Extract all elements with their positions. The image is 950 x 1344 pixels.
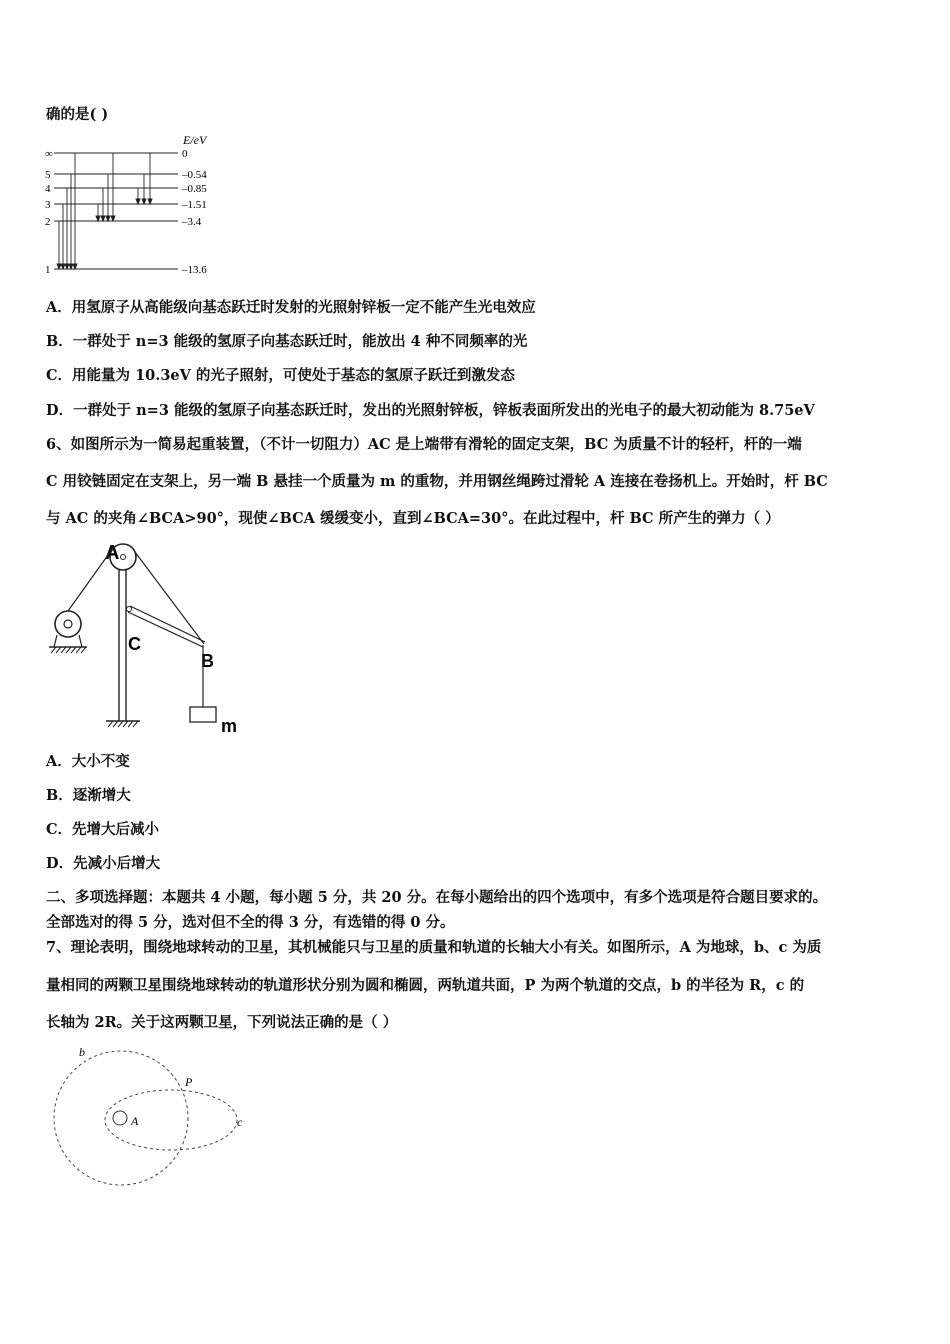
q7-stem-line-3: 长轴为 2R。关于这两颗卫星，下列说法正确的是（ ） <box>46 1014 398 1031</box>
energy-axis-label: E/eV <box>183 133 207 147</box>
label-point-p: P <box>185 1075 193 1089</box>
q6-stem-line-2: C 用铰链固定在支架上，另一端 B 悬挂一个质量为 m 的重物，并用钢丝绳跨过滑轮 A 连接在卷扬机上。开始时，杆 BC <box>46 473 828 490</box>
level-energy-inf: 0 <box>182 148 188 160</box>
winch <box>55 611 81 637</box>
level-n-inf: ∞ <box>45 148 53 160</box>
q5-option-b: B．一群处于 n=3 能级的氢原子向基态跃迁时，能放出 4 种不同频率的光 <box>46 333 528 350</box>
label-c: C <box>128 634 141 654</box>
energy-level-diagram <box>42 128 232 280</box>
q6-stem-line-1: 6、如图所示为一简易起重装置，（不计一切阻力）AC 是上端带有滑轮的固定支架，BC 为质量不计的轻杆，杆的一端 <box>46 436 802 453</box>
label-orbit-b: b <box>79 1045 85 1059</box>
label-b: B <box>201 651 214 671</box>
orbit-b <box>54 1051 188 1185</box>
q5-option-a: A．用氢原子从高能级向基态跃迁时发射的光照射锌板一定不能产生光电效应 <box>46 299 536 316</box>
q7-stem-line-2: 量相同的两颗卫星围绕地球转动的轨道形状分别为圆和椭圆，两轨道共面，P 为两个轨道的交点，b 的半径为 R，c 的 <box>46 977 805 994</box>
label-m: m <box>221 716 238 736</box>
q6-stem-line-3: 与 AC 的夹角∠BCA>90°，现使∠BCA 缓缓变小，直到∠BCA=30°。在此过程中，杆 BC 所产生的弹力（ ） <box>46 510 780 527</box>
level-energy-4: –0.85 <box>182 183 207 195</box>
q6-option-a: A．大小不变 <box>46 753 130 770</box>
crane-diagram <box>44 535 254 740</box>
q5-option-c: C．用能量为 10.3eV 的光子照射，可使处于基态的氢原子跃迁到激发态 <box>46 367 515 384</box>
hinge-c <box>127 607 132 612</box>
section2-heading-line-1: 二、多项选择题：本题共 4 小题，每小题 5 分，共 20 分。在每小题给出的四个选项中，有多个选项是符合题目要求的。 <box>46 889 828 906</box>
level-n-1: 1 <box>45 264 51 276</box>
section2-heading-line-2: 全部选对的得 5 分，选对但不全的得 3 分，有选错的得 0 分。 <box>46 914 455 931</box>
q5-option-d: D．一群处于 n=3 能级的氢原子向基态跃迁时，发出的光照射锌板，锌板表面所发出的光电子的最大初动能为 8.75eV <box>46 402 815 419</box>
q6-option-d: D．先减小后增大 <box>46 855 161 872</box>
q5-stem-tail: 确的是( ) <box>46 106 109 123</box>
orbit-c <box>105 1090 237 1150</box>
level-n-3: 3 <box>45 199 51 211</box>
orbit-diagram <box>44 1040 264 1190</box>
level-energy-2: –3.4 <box>182 216 202 228</box>
label-earth-a: A <box>131 1114 139 1128</box>
q6-option-c: C．先增大后减小 <box>46 821 160 838</box>
q6-option-b: B．逐渐增大 <box>46 787 131 804</box>
level-n-2: 2 <box>45 216 51 228</box>
level-energy-3: –1.51 <box>182 199 207 211</box>
level-n-4: 4 <box>45 183 51 195</box>
label-a: A <box>105 542 120 564</box>
earth-a <box>113 1111 127 1125</box>
mass-block <box>190 707 216 722</box>
level-energy-5: –0.54 <box>182 169 207 181</box>
label-orbit-c: c <box>237 1115 243 1129</box>
level-energy-1: –13.6 <box>182 264 207 276</box>
level-n-5: 5 <box>45 169 51 181</box>
q7-stem-line-1: 7、理论表明，围绕地球转动的卫星，其机械能只与卫星的质量和轨道的长轴大小有关。如图所示，A 为地球，b、c 为质 <box>46 939 822 956</box>
